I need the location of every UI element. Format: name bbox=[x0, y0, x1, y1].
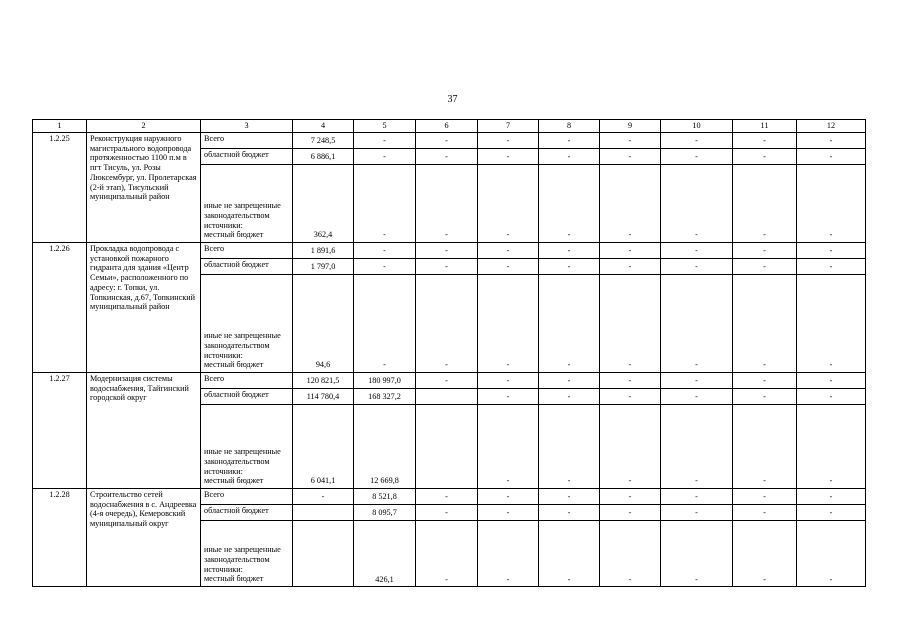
row-code: 1.2.26 bbox=[33, 243, 87, 373]
value-cell: - bbox=[478, 275, 539, 373]
value-cell: - bbox=[539, 165, 600, 243]
value-cell: - bbox=[600, 275, 661, 373]
value-cell: - bbox=[416, 165, 478, 243]
value-cell: - bbox=[733, 243, 797, 259]
value-cell: - bbox=[661, 489, 733, 505]
value-cell: - bbox=[797, 489, 866, 505]
value-cell: - bbox=[661, 149, 733, 165]
value-cell: - bbox=[797, 275, 866, 373]
source-other: иные не запрещенные законодательством источники: bbox=[204, 545, 281, 574]
value-cell: - bbox=[354, 133, 416, 149]
value-cell: - bbox=[733, 405, 797, 489]
value-cell bbox=[416, 389, 478, 405]
value-cell: 362,4 bbox=[293, 165, 354, 243]
value-cell: - bbox=[478, 373, 539, 389]
value-cell: - bbox=[478, 259, 539, 275]
value-cell bbox=[293, 505, 354, 521]
value-cell: - bbox=[478, 243, 539, 259]
source-local: местный бюджет bbox=[204, 476, 264, 486]
value-cell: 114 780,4 bbox=[293, 389, 354, 405]
value-cell: - bbox=[733, 505, 797, 521]
source-total: Всего bbox=[201, 373, 293, 389]
value-cell: - bbox=[354, 259, 416, 275]
value-cell: 6 886,1 bbox=[293, 149, 354, 165]
value-cell: - bbox=[478, 405, 539, 489]
value-cell: - bbox=[733, 489, 797, 505]
value-cell: - bbox=[600, 405, 661, 489]
row-name: Реконструкция наружного магистрального водопровода протяженностью 1100 п.м в пгт Тисуль, ул. Розы Люксембург, ул. Пролетарская (2-й этап), Тисульский муниципальный район bbox=[87, 133, 201, 243]
value-cell: - bbox=[416, 521, 478, 587]
value-cell: - bbox=[416, 259, 478, 275]
value-cell: 180 997,0 bbox=[354, 373, 416, 389]
value-cell: - bbox=[539, 259, 600, 275]
value-cell: - bbox=[293, 489, 354, 505]
value-cell: - bbox=[797, 521, 866, 587]
value-cell: 94,6 bbox=[293, 275, 354, 373]
column-header: 4 bbox=[293, 120, 354, 133]
value-cell: - bbox=[478, 165, 539, 243]
value-cell: - bbox=[416, 373, 478, 389]
value-cell: 1 797,0 bbox=[293, 259, 354, 275]
value-cell: - bbox=[600, 521, 661, 587]
value-cell: - bbox=[661, 389, 733, 405]
table-row bbox=[33, 373, 866, 389]
value-cell: - bbox=[733, 521, 797, 587]
value-cell: - bbox=[600, 389, 661, 405]
value-cell: - bbox=[733, 133, 797, 149]
source-total: Всего bbox=[201, 243, 293, 259]
value-cell: - bbox=[661, 505, 733, 521]
value-cell: - bbox=[539, 373, 600, 389]
value-cell bbox=[416, 405, 478, 489]
value-cell: - bbox=[354, 149, 416, 165]
column-header: 12 bbox=[797, 120, 866, 133]
value-cell: - bbox=[539, 489, 600, 505]
value-cell: 7 248,5 bbox=[293, 133, 354, 149]
source-other: иные не запрещенные законодательством источники: bbox=[204, 447, 281, 476]
source-regional: областной бюджет bbox=[201, 389, 293, 405]
value-cell: - bbox=[539, 389, 600, 405]
value-cell: - bbox=[416, 243, 478, 259]
source-other: иные не запрещенные законодательством источники: bbox=[204, 331, 281, 360]
table-row bbox=[33, 489, 866, 505]
column-header: 5 bbox=[354, 120, 416, 133]
value-cell: - bbox=[661, 405, 733, 489]
value-cell: - bbox=[539, 521, 600, 587]
value-cell: - bbox=[539, 405, 600, 489]
value-cell: - bbox=[661, 165, 733, 243]
value-cell: 168 327,2 bbox=[354, 389, 416, 405]
value-cell: - bbox=[733, 373, 797, 389]
value-cell: - bbox=[797, 259, 866, 275]
row-code: 1.2.28 bbox=[33, 489, 87, 587]
source-regional: областной бюджет bbox=[201, 259, 293, 275]
value-cell: 426,1 bbox=[354, 521, 416, 587]
value-cell: - bbox=[733, 275, 797, 373]
row-code: 1.2.25 bbox=[33, 133, 87, 243]
value-cell: - bbox=[661, 243, 733, 259]
column-header: 2 bbox=[87, 120, 201, 133]
value-cell: - bbox=[600, 259, 661, 275]
value-cell: - bbox=[539, 243, 600, 259]
header-row bbox=[33, 120, 866, 133]
value-cell: - bbox=[661, 521, 733, 587]
value-cell: - bbox=[661, 373, 733, 389]
table-row bbox=[33, 133, 866, 149]
row-code: 1.2.27 bbox=[33, 373, 87, 489]
value-cell: - bbox=[478, 149, 539, 165]
value-cell: - bbox=[478, 489, 539, 505]
column-header: 3 bbox=[201, 120, 293, 133]
value-cell: - bbox=[600, 165, 661, 243]
value-cell: - bbox=[733, 149, 797, 165]
source-local: местный бюджет bbox=[204, 574, 264, 584]
source-local: местный бюджет bbox=[204, 230, 264, 240]
column-header: 10 bbox=[661, 120, 733, 133]
value-cell: - bbox=[416, 489, 478, 505]
value-cell: - bbox=[733, 165, 797, 243]
value-cell: 6 041,1 bbox=[293, 405, 354, 489]
row-name: Модернизация системы водоснабжения, Тайгинский городской округ bbox=[87, 373, 201, 489]
value-cell: - bbox=[354, 165, 416, 243]
value-cell: - bbox=[600, 149, 661, 165]
value-cell: - bbox=[539, 275, 600, 373]
value-cell: - bbox=[478, 133, 539, 149]
table-body bbox=[33, 133, 866, 587]
column-header: 8 bbox=[539, 120, 600, 133]
table-row bbox=[33, 243, 866, 259]
source-total: Всего bbox=[201, 133, 293, 149]
column-header: 7 bbox=[478, 120, 539, 133]
column-header: 1 bbox=[33, 120, 87, 133]
value-cell: - bbox=[797, 149, 866, 165]
value-cell: - bbox=[797, 405, 866, 489]
value-cell: - bbox=[733, 259, 797, 275]
source-regional: областной бюджет bbox=[201, 149, 293, 165]
value-cell: - bbox=[354, 243, 416, 259]
value-cell: - bbox=[539, 505, 600, 521]
source-total: Всего bbox=[201, 489, 293, 505]
value-cell: 8 095,7 bbox=[354, 505, 416, 521]
value-cell: - bbox=[539, 133, 600, 149]
value-cell: - bbox=[416, 505, 478, 521]
value-cell: - bbox=[797, 373, 866, 389]
value-cell: - bbox=[416, 133, 478, 149]
value-cell: - bbox=[416, 275, 478, 373]
source-local: местный бюджет bbox=[204, 360, 264, 370]
value-cell: - bbox=[600, 243, 661, 259]
value-cell: - bbox=[797, 133, 866, 149]
column-header: 11 bbox=[733, 120, 797, 133]
value-cell: - bbox=[478, 505, 539, 521]
value-cell: - bbox=[416, 149, 478, 165]
value-cell: 1 891,6 bbox=[293, 243, 354, 259]
value-cell: - bbox=[600, 489, 661, 505]
value-cell: - bbox=[539, 149, 600, 165]
value-cell: - bbox=[600, 505, 661, 521]
value-cell: - bbox=[354, 275, 416, 373]
value-cell: - bbox=[797, 243, 866, 259]
value-cell: - bbox=[797, 165, 866, 243]
value-cell: 12 669,8 bbox=[354, 405, 416, 489]
value-cell: 120 821,5 bbox=[293, 373, 354, 389]
row-name: Прокладка водопровода с установкой пожарного гидранта для здания «Центр Семьи», расположенного по адресу: г. Топки, ул. Топкинская, д.67, Топкинский муниципальный район bbox=[87, 243, 201, 373]
column-header: 9 bbox=[600, 120, 661, 133]
column-header: 6 bbox=[416, 120, 478, 133]
row-name: Строительство сетей водоснабжения в с. Андреевка (4-я очередь), Кемеровский муниципальный округ bbox=[87, 489, 201, 587]
value-cell: - bbox=[661, 133, 733, 149]
value-cell: - bbox=[661, 275, 733, 373]
value-cell: - bbox=[661, 259, 733, 275]
budget-table bbox=[32, 119, 866, 587]
source-regional: областной бюджет bbox=[201, 505, 293, 521]
value-cell: 8 521,8 bbox=[354, 489, 416, 505]
source-other: иные не запрещенные законодательством источники: bbox=[204, 201, 281, 230]
value-cell: - bbox=[478, 521, 539, 587]
value-cell: - bbox=[797, 389, 866, 405]
value-cell: - bbox=[478, 389, 539, 405]
value-cell: - bbox=[600, 133, 661, 149]
value-cell bbox=[293, 521, 354, 587]
page-number: 37 bbox=[447, 94, 458, 105]
value-cell: - bbox=[797, 505, 866, 521]
value-cell: - bbox=[600, 373, 661, 389]
value-cell: - bbox=[733, 389, 797, 405]
